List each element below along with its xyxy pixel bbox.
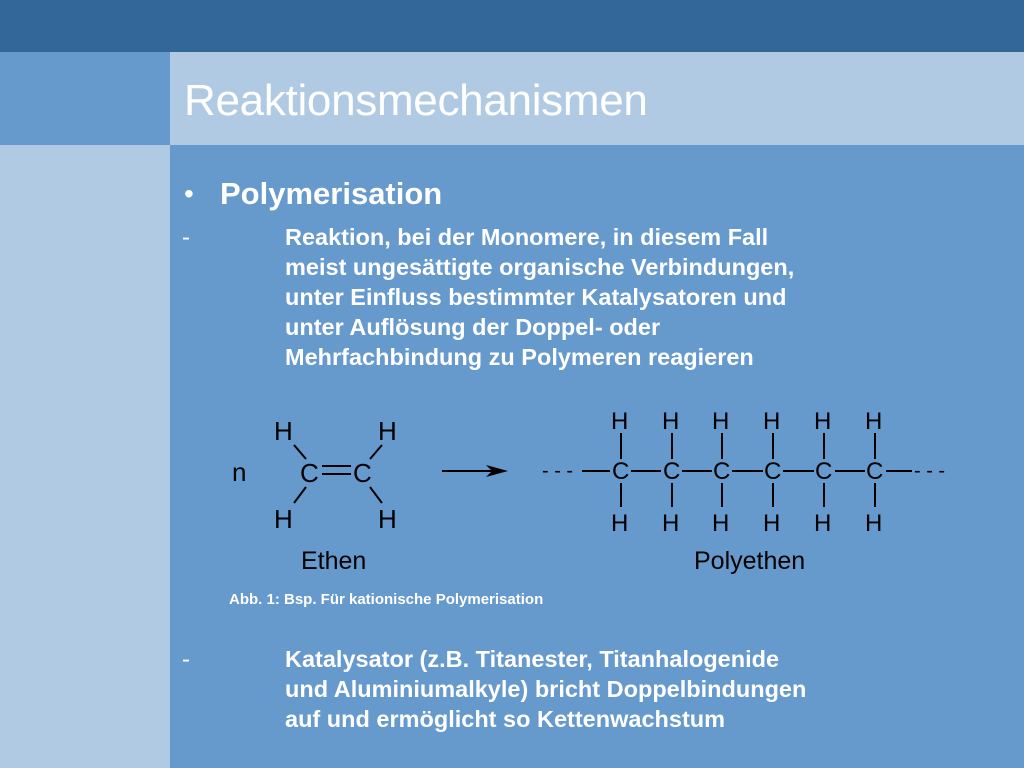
hydrogen-atom: H xyxy=(274,504,293,534)
paragraph-line: Reaktion, bei der Monomere, in diesem Fall xyxy=(285,224,769,250)
hydrogen-atom: H xyxy=(611,408,629,435)
single-bond xyxy=(370,445,382,459)
carbon-atom: C xyxy=(300,458,319,488)
hydrogen-atom: H xyxy=(814,510,832,537)
single-bond xyxy=(294,445,306,459)
coefficient-n: n xyxy=(232,457,247,487)
carbon-atom: C xyxy=(353,458,372,488)
hydrogen-atom: H xyxy=(378,416,397,446)
catalyst-paragraph xyxy=(285,644,885,734)
single-bond xyxy=(370,487,382,503)
reaction-arrow xyxy=(442,465,508,477)
dash-marker: - xyxy=(182,646,190,673)
chain-unit xyxy=(763,408,781,537)
left-column-top xyxy=(0,52,170,145)
chain-unit xyxy=(712,408,730,537)
chain-unit xyxy=(814,408,832,537)
ethen-label: Ethen xyxy=(301,547,367,575)
bullet-heading: Polymerisation xyxy=(220,176,443,211)
paragraph-line: unter Einfluss bestimmter Katalysatoren und xyxy=(285,284,787,310)
carbon-atom: C xyxy=(612,458,630,485)
hydrogen-atom: H xyxy=(865,408,883,435)
single-bond xyxy=(294,487,306,503)
definition-paragraph xyxy=(285,222,885,372)
dash-marker: - xyxy=(182,224,190,251)
hydrogen-atom: H xyxy=(611,510,629,537)
hydrogen-atom: H xyxy=(865,510,883,537)
carbon-atom: C xyxy=(764,458,782,485)
hydrogen-atom: H xyxy=(378,504,397,534)
hydrogen-atom: H xyxy=(712,408,730,435)
carbon-atom: C xyxy=(815,458,833,485)
carbon-atom: C xyxy=(663,458,681,485)
hydrogen-atom: H xyxy=(662,408,680,435)
chain-unit xyxy=(865,408,883,537)
paragraph-line: auf und ermöglicht so Kettenwachstum xyxy=(285,706,726,732)
left-column xyxy=(0,145,170,768)
hydrogen-atom: H xyxy=(763,408,781,435)
hydrogen-atom: H xyxy=(274,416,293,446)
bullet-symbol: • xyxy=(184,178,194,209)
hydrogen-atom: H xyxy=(814,408,832,435)
hydrogen-atom: H xyxy=(712,510,730,537)
chain-end-left: - - - xyxy=(542,460,574,482)
paragraph-line: meist ungesättigte organische Verbindungen, xyxy=(285,254,795,280)
carbon-atom: C xyxy=(866,458,884,485)
hydrogen-atom: H xyxy=(763,510,781,537)
figure-caption: Abb. 1: Bsp. Für kationische Polymerisation xyxy=(229,591,544,608)
top-bar xyxy=(0,0,1024,52)
hydrogen-atom: H xyxy=(662,510,680,537)
chain-end-right: - - - xyxy=(914,460,946,482)
paragraph-line: und Aluminiumalkyle) bricht Doppelbindungen xyxy=(285,676,807,702)
chain-unit xyxy=(662,408,680,537)
polyethen-label: Polyethen xyxy=(694,547,806,575)
paragraph-line: unter Auflösung der Doppel- oder xyxy=(285,314,661,340)
paragraph-line: Katalysator (z.B. Titanester, Titanhalogenide xyxy=(285,646,780,672)
paragraph-line: Mehrfachbindung zu Polymeren reagieren xyxy=(285,344,754,370)
slide-title: Reaktionsmechanismen xyxy=(184,76,648,125)
polymerization-diagram xyxy=(220,395,980,585)
chain-unit xyxy=(611,408,629,537)
ethen-molecule xyxy=(274,416,397,575)
polyethen-chain xyxy=(542,408,945,575)
carbon-atom: C xyxy=(713,458,731,485)
